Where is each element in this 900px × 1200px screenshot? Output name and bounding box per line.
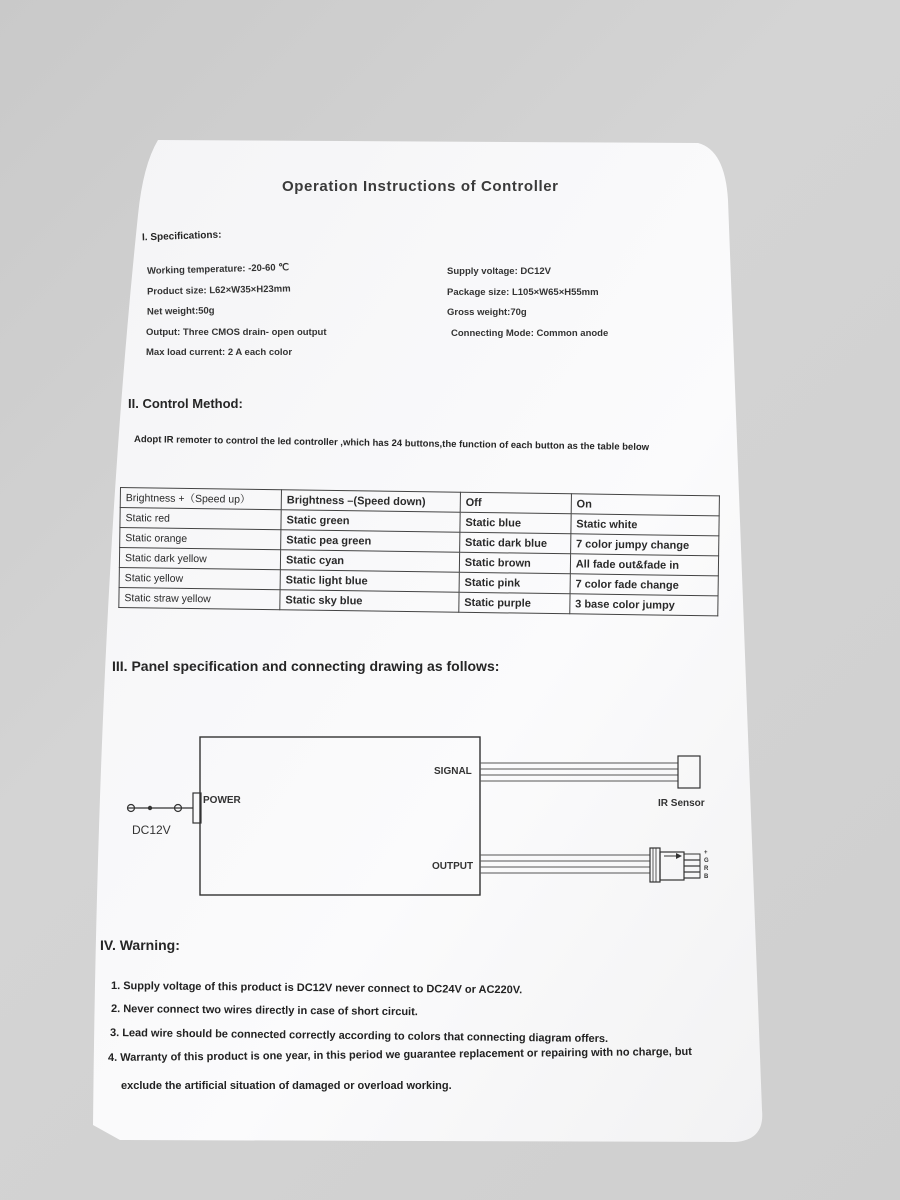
pin-b-label: B bbox=[704, 874, 709, 880]
spec-right-1: Supply voltage: DC12V bbox=[447, 266, 551, 277]
table-cell: Static purple bbox=[459, 592, 570, 614]
table-cell: Static blue bbox=[460, 512, 571, 534]
spec-left-2: Product size: L62×W35×H23mm bbox=[146, 283, 291, 298]
table-cell: Brightness +（Speed up） bbox=[120, 488, 281, 510]
table-cell: 7 color jumpy change bbox=[570, 534, 718, 556]
ir-sensor-label: IR Sensor bbox=[658, 798, 705, 809]
table-cell: Static straw yellow bbox=[119, 587, 280, 609]
table-cell: Static dark yellow bbox=[119, 548, 280, 570]
table-cell: Static yellow bbox=[119, 567, 280, 589]
spec-right-2: Package size: L105×W65×H55mm bbox=[447, 287, 599, 298]
power-label: POWER bbox=[203, 795, 241, 806]
pin-r-label: R bbox=[704, 866, 709, 872]
pin-plus-label: + bbox=[704, 850, 708, 856]
table-cell: Static green bbox=[281, 510, 460, 532]
table-cell: On bbox=[571, 494, 719, 516]
control-method-intro: Adopt IR remoter to control the led controller ,which has 24 buttons,the function of each button as the table below bbox=[133, 434, 650, 454]
panel-heading: III. Panel specification and connecting drawing as follows: bbox=[112, 658, 500, 674]
table-cell: Static brown bbox=[459, 552, 570, 574]
table-cell: Brightness –(Speed down) bbox=[281, 490, 460, 512]
table-cell: 3 base color jumpy bbox=[570, 594, 718, 616]
table-cell: Static pink bbox=[459, 572, 570, 594]
output-connector-icon bbox=[650, 848, 700, 882]
table-cell: Static red bbox=[120, 508, 281, 530]
output-label: OUTPUT bbox=[432, 861, 474, 872]
spec-left-5: Max load current: 2 A each color bbox=[146, 347, 293, 358]
warning-item-1: 1. Supply voltage of this product is DC12V never connect to DC24V or AC220V. bbox=[110, 980, 523, 997]
pin-g-label: G bbox=[704, 858, 709, 864]
control-method-heading: II. Control Method: bbox=[128, 396, 243, 411]
dc-center-icon bbox=[148, 806, 152, 810]
warning-item-4: 4. Warranty of this product is one year, in this period we guarantee replacement or repairing with no charge, but bbox=[107, 1045, 692, 1064]
warning-heading: IV. Warning: bbox=[100, 937, 180, 953]
table-cell: Static cyan bbox=[280, 550, 459, 572]
warning-item-5: exclude the artificial situation of damaged or overload working. bbox=[121, 1080, 452, 1092]
table-cell: Static white bbox=[571, 514, 719, 536]
spec-right-3: Gross weight:70g bbox=[447, 307, 527, 318]
signal-label: SIGNAL bbox=[434, 766, 472, 777]
ir-sensor-icon bbox=[678, 756, 700, 788]
document-title: Operation Instructions of Controller bbox=[282, 178, 559, 195]
warning-item-3: 3. Lead wire should be connected correctly according to colors that connecting diagram offers. bbox=[109, 1027, 609, 1046]
warning-item-2: 2. Never connect two wires directly in case of short circuit. bbox=[110, 1003, 418, 1019]
table-cell: Static dark blue bbox=[459, 532, 570, 554]
dc-voltage-label: DC12V bbox=[132, 823, 171, 837]
table-cell: Off bbox=[460, 492, 571, 514]
table-cell: Static pea green bbox=[281, 530, 460, 552]
spec-left-1: Working temperature: -20-60 ℃ bbox=[146, 262, 290, 277]
specifications-heading: I. Specifications: bbox=[141, 229, 222, 244]
spec-left-4: Output: Three CMOS drain- open output bbox=[146, 327, 327, 338]
table-cell: 7 color fade change bbox=[570, 574, 718, 596]
spec-left-3: Net weight:50g bbox=[146, 305, 215, 318]
table-cell: Static light blue bbox=[280, 570, 459, 592]
table-cell: Static orange bbox=[120, 528, 281, 550]
table-cell: Static sky blue bbox=[280, 590, 459, 612]
table-cell: All fade out&fade in bbox=[570, 554, 718, 576]
spec-right-4: Connecting Mode: Common anode bbox=[451, 328, 609, 339]
